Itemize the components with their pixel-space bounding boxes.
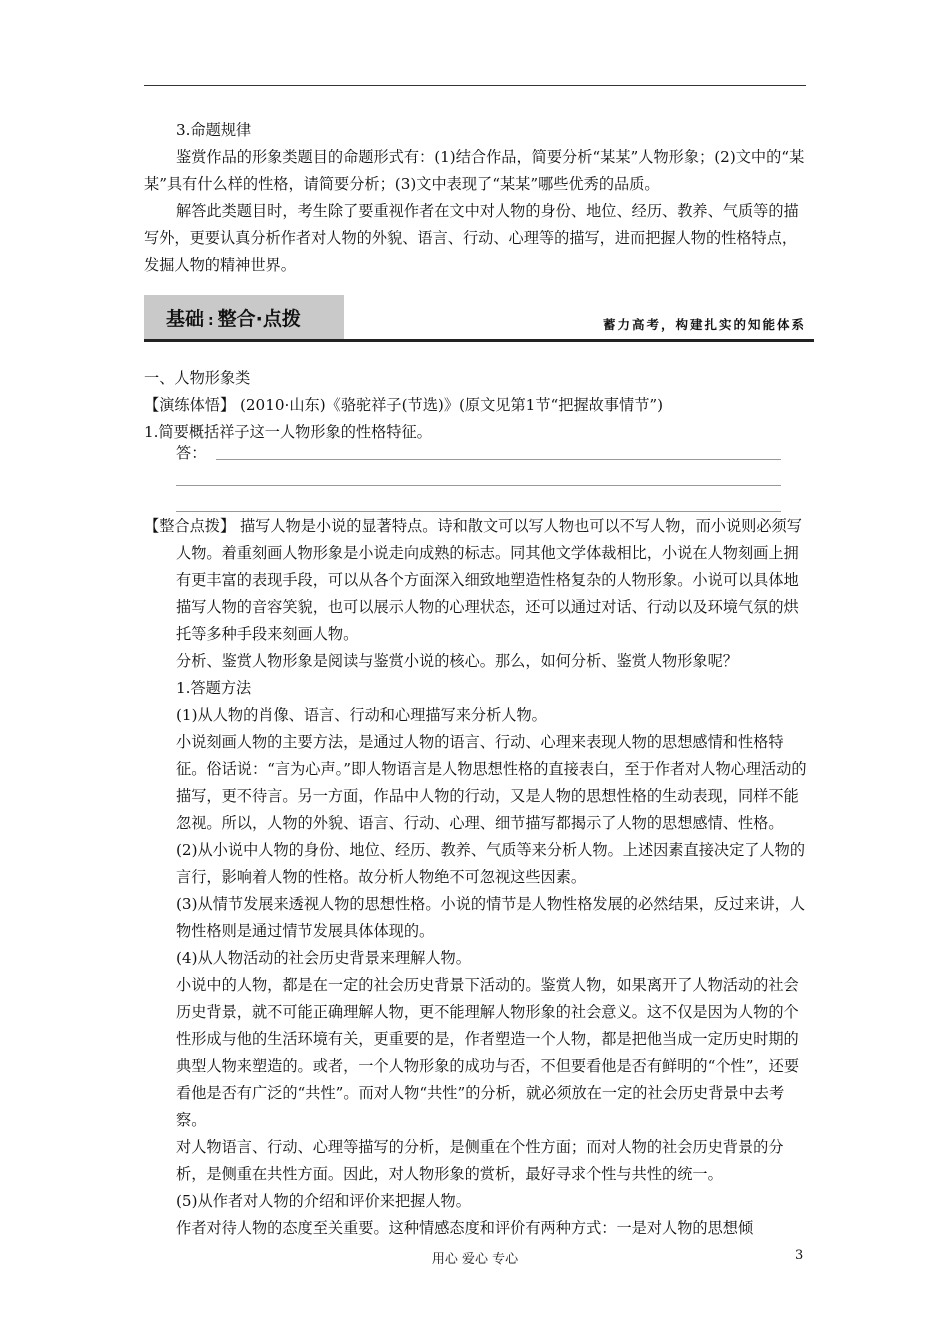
section-banner — [144, 295, 814, 343]
footer-text: 用心 爱心 专心 — [431, 1252, 519, 1267]
answer-label: 答： — [176, 444, 207, 462]
paragraph: 解答此类题目时，考生除了要重视作者在文中对人物的身份、地位、经历、教养、气质等的描写外，更要认真分析作者对人物的外貌、语言、行动、心理等的描写，进而把握人物的性格特点，发掘人物的精神世界。 — [144, 202, 799, 274]
banner-rule — [144, 339, 814, 342]
guide-line: 作者对待人物的态度至关重要。这种情感态度和评价有两种方式：一是对人物的思想倾 — [176, 1219, 754, 1237]
section-3 — [144, 117, 806, 279]
banner-title — [166, 304, 301, 331]
answer-line[interactable] — [216, 459, 781, 460]
banner-title-left: 基础 — [166, 308, 205, 330]
guide-line: 小说中的人物，都是在一定的社会历史背景下活动的。鉴赏人物，如果离开了人物活动的社会历史背景，就不可能正确理解人物，更不能理解人物形象的社会意义。这不仅是因为人物的个性形成与他的生活环境有关，更重要的是，作者塑造一个人物，都是把他当成一定历史时期的典型人物来塑造的。或者，一个人物形象的成功与否，不但要看他是否有鲜明的“个性”，还要看他是否有广泛的“共性”。而对人物“共性”的分析，就必须放在一定的社会历史背景中去考察。 — [176, 976, 800, 1129]
guide-line: 1.答题方法 — [176, 679, 252, 697]
section-heading: 3.命题规律 — [176, 121, 252, 139]
guide-line: (4)从人物活动的社会历史背景来理解人物。 — [176, 949, 471, 967]
guide-intro: 描写人物是小说的显著特点。诗和散文可以写人物也可以不写人物，而小说则必须写人物。着重刻画人物形象是小说走向成熟的标志。同其他文学体裁相比，小说在人物刻画上拥有更丰富的表现手段，可以从各个方面深入细致地塑造性格复杂的人物形象。小说可以具体地描写人物的音容笑貌，也可以展示人物的心理状态，还可以通过对话、行动以及环境气氛的烘托等多种手段来刻画人物。 — [176, 517, 802, 643]
guide-line: (2)从小说中人物的身份、地位、经历、教养、气质等来分析人物。上述因素直接决定了人物的言行，影响着人物的性格。故分析人物绝不可忽视这些因素。 — [176, 841, 806, 886]
category-heading: 一、人物形象类 — [144, 369, 251, 387]
guide-line: 分析、鉴赏人物形象是阅读与鉴赏小说的核心。那么，如何分析、鉴赏人物形象呢？ — [176, 652, 738, 670]
guide-line: (5)从作者对人物的介绍和评价来把握人物。 — [176, 1192, 471, 1210]
guide-line: 对人物语言、行动、心理等描写的分析，是侧重在个性方面；而对人物的社会历史背景的分析，是侧重在共性方面。因此，对人物形象的赏析，最好寻求个性与共性的统一。 — [176, 1138, 784, 1183]
guide-line: (3)从情节发展来透视人物的思想性格。小说的情节是人物性格发展的必然结果，反过来讲，人物性格则是通过情节发展具体体现的。 — [176, 895, 806, 940]
guide-line: 小说刻画人物的主要方法，是通过人物的语言、行动、心理来表现人物的思想感情和性格特征。俗话说：“言为心声。”即人物语言是人物思想性格的直接表白，至于作者对人物心理活动的描写，更不待言。另一方面，作品中人物的行动，又是人物的思想性格的生动表现，同样不能忽视。所以，人物的外貌、语言、行动、心理、细节描写都揭示了人物的思想感情、性格。 — [176, 733, 807, 832]
question: 1.简要概括祥子这一人物形象的性格特征。 — [144, 423, 432, 441]
guide-line: (1)从人物的肖像、语言、行动和心理描写来分析人物。 — [176, 706, 547, 724]
guide-tag: 【整合点拨】 — [144, 517, 236, 535]
banner-colon: : — [208, 313, 214, 329]
exercise-source: (2010·山东)《骆驼祥子(节选)》(原文见第1节“把握故事情节”) — [239, 396, 664, 414]
banner-subtitle: 蓄力高考，构建扎实的知能体系 — [602, 317, 806, 332]
guide-intro-line — [144, 513, 810, 648]
answer-line[interactable] — [176, 485, 781, 486]
exercise-source-line — [144, 392, 806, 419]
guide-section — [144, 513, 810, 1242]
paragraph: 鉴赏作品的形象类题目的命题形式有：(1)结合作品，简要分析“某某”人物形象；(2)文中的“某某”具有什么样的性格，请简要分析；(3)文中表现了“某某”哪些优秀的品质。 — [144, 148, 805, 193]
page-number: 3 — [795, 1248, 804, 1263]
answer-line[interactable] — [176, 511, 781, 512]
exercise-section — [144, 365, 806, 446]
banner-title-right: 整合·点拨 — [217, 308, 301, 330]
header-rule — [144, 85, 806, 86]
exercise-tag: 【演练体悟】 — [144, 396, 236, 414]
